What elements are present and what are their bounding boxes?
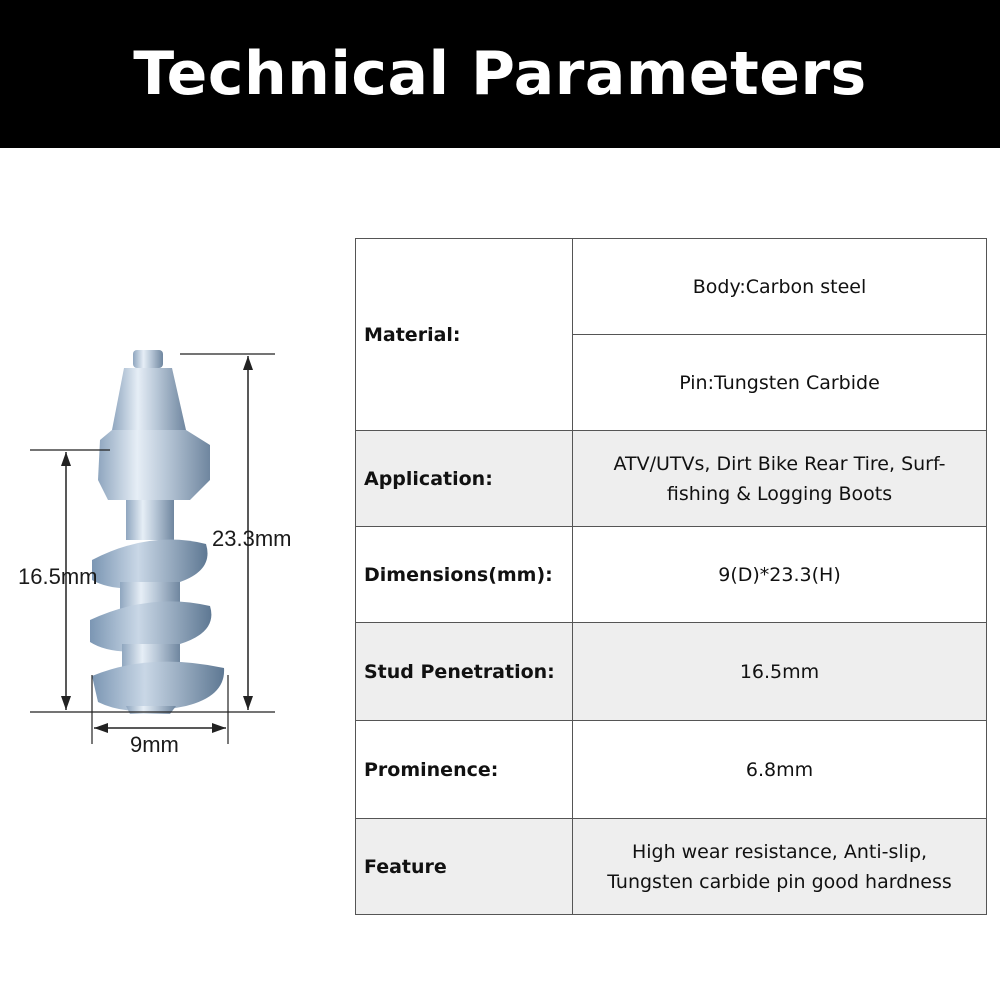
arrow-left-diameter xyxy=(94,723,108,733)
dim-label-total-height: 23.3mm xyxy=(212,526,292,551)
spec-row-feature xyxy=(356,819,987,915)
dim-label-penetration: 16.5mm xyxy=(18,564,98,589)
spec-value-application-line2: fishing & Logging Boots xyxy=(666,482,893,505)
stud-neck xyxy=(126,500,174,540)
arrow-down-penetration xyxy=(61,696,71,710)
spec-value-feature-line2: Tungsten carbide pin good hardness xyxy=(607,870,952,893)
page-title: Technical Parameters xyxy=(133,39,867,109)
arrow-up-penetration xyxy=(61,452,71,466)
thread-3 xyxy=(92,662,224,712)
arrow-up-total xyxy=(243,356,253,370)
dim-label-diameter: 9mm xyxy=(130,732,179,757)
spec-value-prominence: 6.8mm xyxy=(573,721,987,819)
header-banner xyxy=(0,0,1000,148)
arrow-down-total xyxy=(243,696,253,710)
spec-label-dimensions: Dimensions(mm): xyxy=(356,527,573,623)
spec-row-application xyxy=(356,431,987,527)
spec-table xyxy=(355,238,987,915)
spec-label-stud-penetration: Stud Penetration: xyxy=(356,623,573,721)
spec-value-stud-penetration: 16.5mm xyxy=(573,623,987,721)
spec-label-application: Application: xyxy=(356,431,573,527)
spec-value-dimensions: 9(D)*23.3(H) xyxy=(573,527,987,623)
screw-stud-illustration xyxy=(0,330,340,770)
stud-base xyxy=(126,706,176,714)
spec-label-material: Material: xyxy=(356,239,573,431)
spec-value-application xyxy=(573,431,987,527)
spec-value-application-line1: ATV/UTVs, Dirt Bike Rear Tire, Surf- xyxy=(613,452,946,475)
arrow-right-diameter xyxy=(212,723,226,733)
spec-value-feature xyxy=(573,819,987,915)
thread-1 xyxy=(92,540,208,589)
stud-upper-body xyxy=(112,368,186,430)
spec-value-feature-line1: High wear resistance, Anti-slip, xyxy=(631,840,928,863)
stud-flange xyxy=(98,430,210,500)
spec-row-material-body xyxy=(356,239,987,335)
spec-value-material-body: Body:Carbon steel xyxy=(573,239,987,335)
spec-row-stud-penetration xyxy=(356,623,987,721)
spec-row-prominence xyxy=(356,721,987,819)
spec-label-feature: Feature xyxy=(356,819,573,915)
spec-row-dimensions xyxy=(356,527,987,623)
stud-figure xyxy=(0,330,340,770)
spec-label-prominence: Prominence: xyxy=(356,721,573,819)
spec-value-material-pin: Pin:Tungsten Carbide xyxy=(573,335,987,431)
pin-tip xyxy=(133,350,163,368)
